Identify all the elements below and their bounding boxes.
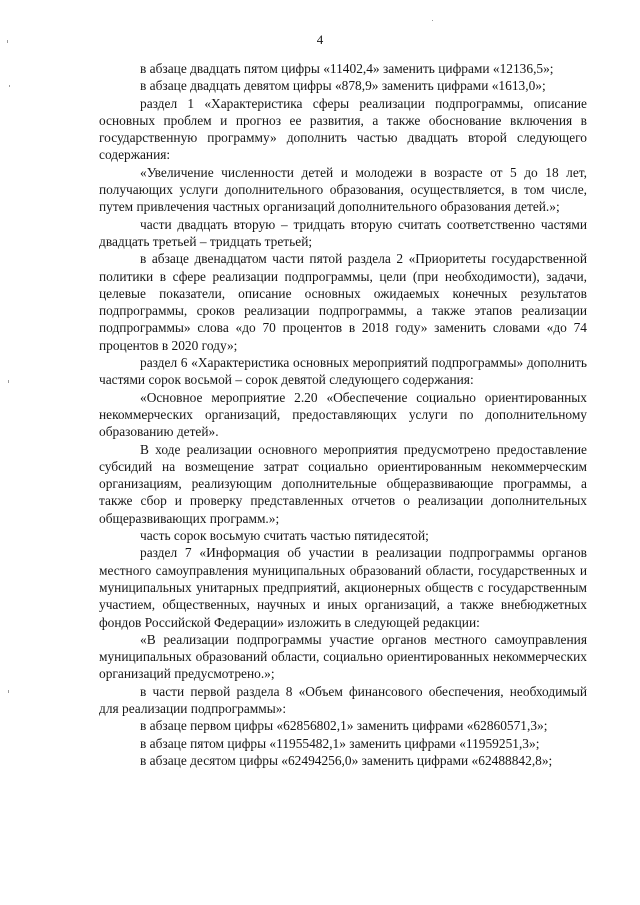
- paragraph: раздел 7 «Информация об участии в реализации подпрограммы органов местного самоуправления муниципальных образований области, государственных и муниципальных унитарных предприятий, акционерных обществ с государственным участием, общественных, научных и иных организаций, а также внебюджетных фондов Российской Федерации» изложить в следующей редакции:: [99, 545, 587, 630]
- paragraph: «В реализации подпрограммы участие органов местного самоуправления муниципальных образований области, социально ориентированных некоммерческих организаций предусмотрено.»;: [99, 631, 587, 682]
- scan-speck: [8, 690, 9, 693]
- paragraph: в абзаце десятом цифры «62494256,0» заменить цифрами «62488842,8»;: [140, 752, 553, 768]
- page-number: 4: [316, 32, 324, 47]
- paragraph: части двадцать вторую – тридцать вторую считать соответственно частями двадцать третьей – тридцать третьей;: [99, 216, 587, 249]
- scan-speck: [432, 20, 433, 21]
- paragraph: часть сорок восьмую считать частью пятидесятой;: [140, 528, 429, 544]
- paragraph: в абзаце первом цифры «62856802,1» заменить цифрами «62860571,3»;: [140, 718, 548, 734]
- paragraph: В ходе реализации основного мероприятия предусмотрено предоставление субсидий на возмещение затрат социально ориентированным некоммерческим организациям, реализующим дополнительные общеразвивающие программы, а также сбор и проверку представленных отчетов о реализации дополнительных общеразвивающих программ.»;: [99, 441, 587, 526]
- paragraph: в абзаце двенадцатом части пятой раздела 2 «Приоритеты государственной политики в сфере реализации подпрограммы, цели (при необходимости), задачи, целевые показатели, описание основных ожидаемых конечных результатов подпрограммы, сроков реализации подпрограммы, а также этапов реализации подпрограммы» слова «до 70 процентов в 2018 году» заменить словами «до 74 процентов в 2020 году»;: [99, 251, 587, 353]
- paragraph: в части первой раздела 8 «Объем финансового обеспечения, необходимый для реализации подпрограммы»:: [99, 683, 587, 716]
- paragraph: в абзаце двадцать пятом цифры «11402,4» заменить цифрами «12136,5»;: [140, 61, 554, 76]
- paragraph: раздел 1 «Характеристика сферы реализации подпрограммы, описание основных проблем и прогноз ее развития, а также обоснование включения в государственную программу» дополнить частью двадцать второй следующего содержания:: [99, 95, 587, 163]
- paragraph: в абзаце двадцать девятом цифры «878,9» заменить цифрами «1613,0»;: [140, 78, 546, 94]
- document-body: [99, 60, 587, 769]
- scan-speck: [9, 85, 10, 87]
- scan-speck: [7, 40, 8, 43]
- paragraph: раздел 6 «Характеристика основных мероприятий подпрограммы» дополнить частями сорок восьмой – сорок девятой следующего содержания:: [99, 355, 587, 388]
- scan-speck: [8, 380, 9, 383]
- paragraph: в абзаце пятом цифры «11955482,1» заменить цифрами «11959251,3»;: [140, 735, 540, 751]
- paragraph: «Увеличение численности детей и молодежи в возрасте от 5 до 18 лет, получающих услуги дополнительного образования, осуществляется, в том числе, путем привлечения частных организаций дополнительного образования детей.»;: [99, 164, 587, 215]
- paragraph: «Основное мероприятие 2.20 «Обеспечение социально ориентированных некоммерческих организаций, предоставляющих услуги по дополнительному образованию детей».: [99, 389, 587, 440]
